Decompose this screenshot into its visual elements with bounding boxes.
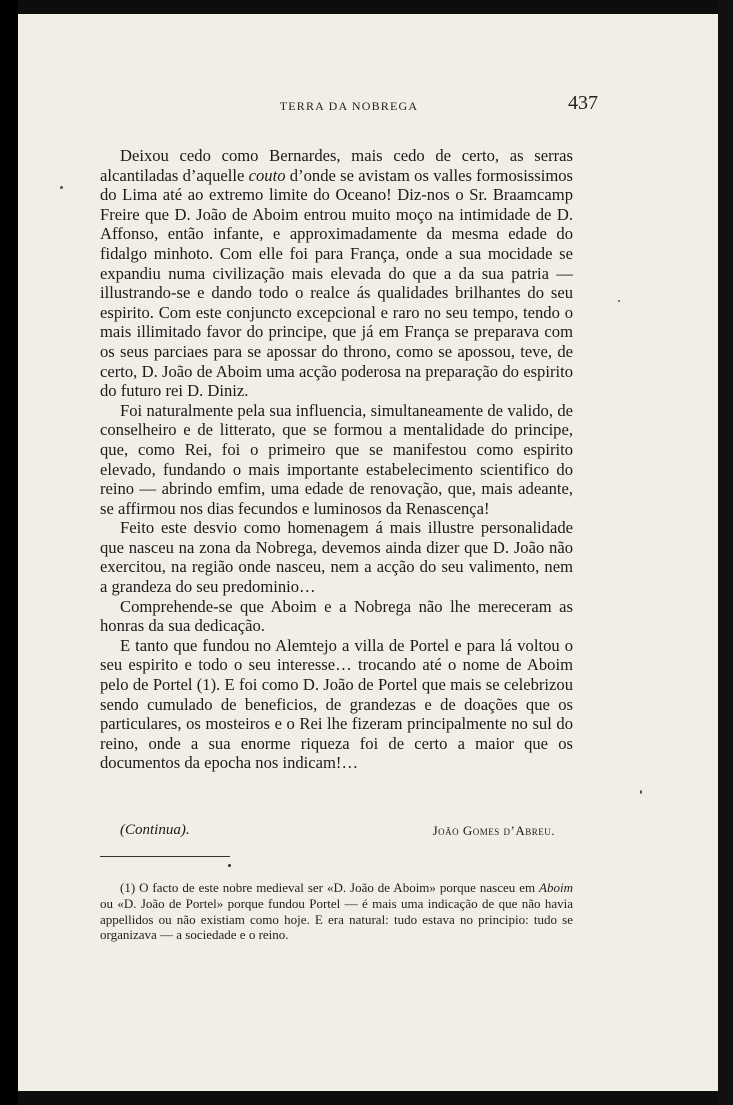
continua-note: (Continua). (120, 822, 190, 838)
paragraph-3: Feito este desvio como homenagem á mais illustre personalidade que nasceu na zona da Nobrega, devemos ainda dizer que D. João não exercitou, na região onde nasceu, nem a acção do seu valimento, nem a grandeza do seu predominio… (100, 518, 573, 597)
signature-line (120, 820, 555, 844)
paragraph-4: Comprehende-se que Aboim e a Nobrega não lhe mereceram as honras da sua dedicação. (100, 596, 573, 636)
running-header (100, 92, 598, 122)
paragraph-2: Foi naturalmente pela sua influencia, simultaneamente de valido, de conselheiro e de litterato, que se formou a mentalidade do principe, que, como Rei, foi o primeiro que se manifestou como espirito elevado, fundando o mais importante estabelecimento scientifico do reino — abrindo emfim, uma edade de renovação, que, mais adeante, se affirmou nos dias fecundos e luminosos da Renascença! (100, 400, 573, 518)
article-body (100, 146, 573, 773)
scan-right-edge (718, 0, 733, 1105)
footnote-1 (100, 880, 573, 943)
footnote-text-a: (1) O facto de este nobre medieval ser «D. João de Aboim» porque nasceu em (120, 880, 540, 895)
print-speck (618, 300, 620, 302)
footnote (100, 880, 573, 943)
footnote-divider (100, 856, 230, 857)
paragraph-5: E tanto que fundou no Alemtejo a villa de Portel e para lá voltou o seu espirito e todo o seu interesse… trocando até o nome de Aboim pelo de Portel (1). E foi como D. João de Portel que mais se celebrizou sendo cumulado de beneficios, de grandezas e de doações que os particulares, os mosteiros e o Rei lhe fizeram principalmente no sul do reino, onde a sua enorme riqueza foi de certo a maior que os documentos da epocha nos indicam!… (100, 635, 573, 773)
page-number: 437 (568, 92, 598, 114)
paragraph-1-text-b: d’onde se avistam os valles formosissimos do Lima até ao extremo limite do Oceano! Diz-nos o Sr. Braamcamp Freire que D. João de Aboim entrou muito moço na intimidade de D. Affonso, então infante, e approximadamente da mesma edade do fidalgo minhoto. Com elle foi para França, onde a sua mocidade se expandiu numa civilização mais elevada do que a da sua patria — illustrando-se e dando todo o realce ás qualidades brilhantes do seu espirito. Com este conjuncto excepcional e raro no seu tempo, tendo o mais illimitado favor do principe, que já em França se preparava com os seus parciaes para se apossar do throno, como se apossou, teve, de certo, D. João de Aboim uma acção poderosa na preparação do espirito do futuro rei D. Diniz. (100, 165, 573, 401)
paragraph-1 (100, 146, 573, 401)
footnote-text-b: ou «D. João de Portel» porque fundou Portel — é mais uma indicação de que não havia appellidos ou não existiam como hoje. E era natural: tudo estava no principio: tudo se organizava — a sociedade e o reino. (100, 895, 573, 943)
scan-left-edge (0, 0, 18, 1105)
author-name: João Gomes d’Abreu. (432, 823, 555, 838)
print-speck (640, 790, 642, 794)
footnote-italic-word: Aboim (539, 880, 573, 895)
paragraph-1-text-a: Deixou cedo como Bernardes, mais cedo de certo, as serras alcantiladas d’aquelle (100, 146, 573, 185)
paragraph-1-italic-word: couto (248, 165, 286, 185)
divider-dot (228, 864, 231, 867)
running-title: TERRA DA NOBREGA (279, 99, 419, 113)
print-speck (60, 186, 63, 189)
